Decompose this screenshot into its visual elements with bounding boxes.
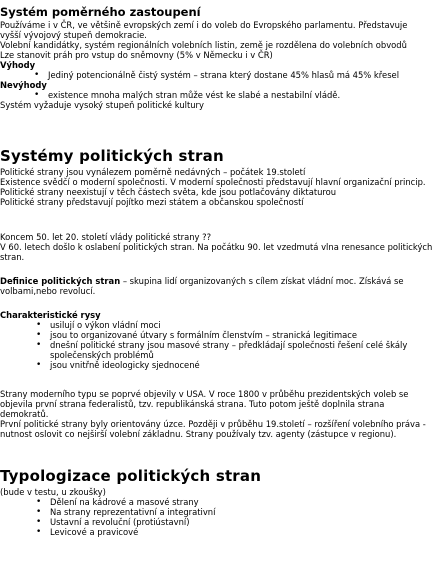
history-paragraph [0, 232, 434, 262]
list-item: • jsou to organizované útvary s formálním členstvím – stranická legitimace [50, 330, 434, 340]
paragraph-line: Používáme i v ČR, ve většině evropských zemí i do voleb do Evropského parlamentu. Představuje [0, 20, 408, 30]
paragraph-line: Politické strany neexistují v těch částech světa, kde jsou potlačovány diktaturou [0, 187, 337, 197]
advantages-list [0, 70, 434, 80]
paragraph-line: Strany moderního typu se poprvé objevily v USA. V roce 1800 v průběhu prezidentských voleb se [0, 389, 409, 399]
paragraph-line: objevila první strana federalistů, tzv. republikánská strana. Tuto potom ještě doplnila strana [0, 399, 385, 409]
paragraph-line: demokratů. [0, 409, 49, 419]
section-title: Systémy politických stran [0, 147, 224, 165]
list-item: • Levicové a pravicové [50, 527, 434, 537]
definition-term: Definice politických stran [0, 276, 121, 286]
origin-paragraph [0, 389, 434, 439]
section-title: Typologizace politických stran [0, 467, 262, 485]
paragraph-line: vyšší vývojový stupeň demokracie. [0, 30, 147, 40]
list-item: • Ustavní a revoluční (protiústavní) [50, 517, 434, 527]
advantages-heading: Výhody [0, 60, 36, 70]
paragraph-line: V 60. letech došlo k oslabení politických stran. Na počátku 90. let vzedmutá vlna renesance politických [0, 242, 433, 252]
features-heading: Charakteristické rysy [0, 310, 101, 320]
disadvantages-list [0, 90, 434, 100]
section-typology [0, 468, 434, 537]
section-proportional-system [0, 6, 434, 110]
list-item: • Jediný potencionálně čistý systém – strana který dostane 45% hlasů má 45% křesel [48, 70, 434, 80]
definition-text: – skupina lidí organizovaných s cílem získat vládní moc. Získává se [120, 276, 404, 286]
paragraph-line: nutnost oslovit co nejširší volební základnu. Strany používaly tzv. agenty (zástupce v regionu). [0, 429, 397, 439]
test-note: (bude v testu, u zkoušky) [0, 487, 106, 497]
list-item: • dnešní politické strany jsou masové strany – předkládají společnosti řešení celé škály [50, 340, 434, 350]
list-item: • existence mnoha malých stran může vést ke slabé a nestabilní vládě. [48, 90, 434, 100]
features-list [0, 320, 434, 370]
paragraph-line: Politické strany jsou vynálezem poměrně nedávných – počátek 19.století [0, 167, 306, 177]
typology-list [0, 497, 434, 537]
paragraph-line: Systém vyžaduje vysoký stupeň politické kultury [0, 100, 204, 110]
list-item: • Dělení na kádrové a masové strany [50, 497, 434, 507]
paragraph-line: Politické strany představují pojítko mezi státem a občanskou společností [0, 197, 304, 207]
paragraph-line: První politické strany byly orientovány úzce. Později v průběhu 19.století – rozšíření volebního práva - [0, 419, 426, 429]
paragraph-line: Lze stanovit práh pro vstup do sněmovny (5% v Německu i v ČR) [0, 50, 273, 60]
list-item-continuation: společenských problémů [50, 350, 154, 360]
section-party-systems [0, 148, 434, 207]
section-title: Systém poměrného zastoupení [0, 5, 201, 19]
list-item: • usilují o výkon vládní moci [50, 320, 434, 330]
list-item: • Na strany reprezentativní a integrativní [50, 507, 434, 517]
definition-paragraph [0, 276, 434, 296]
features-block [0, 310, 434, 370]
paragraph-line: volbami,nebo revolucí. [0, 286, 96, 296]
paragraph-line: stran. [0, 252, 25, 262]
list-item: • jsou vnitřně ideologicky sjednocené [50, 360, 434, 370]
paragraph-line: Koncem 50. let 20. století vlády politické strany ?? [0, 232, 212, 242]
disadvantages-heading: Nevýhody [0, 80, 47, 90]
paragraph-line: Volební kandidátky, systém regionálních volebních listin, země je rozdělena do volebních obvodů [0, 40, 407, 50]
paragraph-line: Existence svědčí o moderní společnosti. V moderní společnosti představují hlavní organizační princip. [0, 177, 426, 187]
